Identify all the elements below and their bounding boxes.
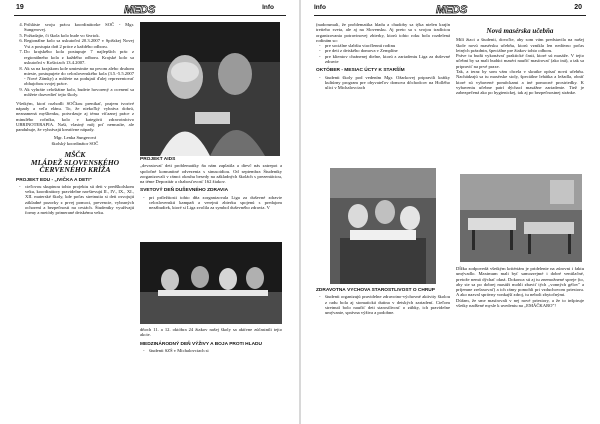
svg-text:M: M xyxy=(124,4,134,15)
left-page-header xyxy=(14,2,286,16)
msck-line-2: MLÁDEŽ SLOVENSKÉHO xyxy=(30,157,120,167)
donation-list xyxy=(316,43,450,64)
project4-title: MEDZINÁRODNÝ DEŇ VÝŽIVY A BOJA PROTI HLADU xyxy=(140,341,262,347)
massage-room-photo xyxy=(460,174,582,262)
right-page xyxy=(300,0,600,424)
meds-logo-icon xyxy=(434,2,472,15)
list-item: 7. Do krajského kola postupuje 7 najlepších prác z regionálneho kola z každého odboru. Krajské kolo sa uskutoční v Košiciach 13.4.2007. xyxy=(24,49,134,65)
seniors-photo xyxy=(330,168,436,284)
svg-text:S: S xyxy=(148,4,156,15)
page-number: 20 xyxy=(574,4,582,11)
list-item: - cieľovou skupinou tohto projektu sú deti v predškolskom veku, koordinátory pravidelne navštevujú II., IV., IX., XI., XII. materské školy, kde počas stretnutia si deti osvojujú základné pozorky z prvej pomoci, prevencie, vybraných ochorení a bezpečnosti na cestách. Študentky využívajú formy a metódy primerané detskému veku. xyxy=(19,184,134,216)
project1-title: PROJEKT EDU - „IVIČKA A DETI" xyxy=(16,177,92,183)
october-list xyxy=(316,75,450,91)
list-item: - pre klientov chránenej dielne, ktorú z zariadeniu Liga za duševné zdravie xyxy=(319,54,450,65)
signature xyxy=(16,135,134,146)
list-item: - študenti školy pod vedením Mgr. Ožarkovej pripravili krátky kultúrny program pre obyvateľov domova dôchodcov na Hollého ulici v Michalovciach xyxy=(319,75,450,91)
svg-text:E: E xyxy=(445,4,453,15)
story-title: Nová masérska učebňa xyxy=(486,27,554,35)
october-title: OKTÓBER - MESIAC ÚCTY K STARŠÍM xyxy=(316,68,405,74)
section-label: Info xyxy=(262,4,274,11)
svg-text:S: S xyxy=(460,4,468,15)
left-page-column-1 xyxy=(16,22,134,422)
event-photo xyxy=(140,242,282,324)
signature-name: Mgr. Lenka Sungerová xyxy=(53,135,97,141)
svg-text:D: D xyxy=(452,4,460,15)
right-page-column-2-bottom xyxy=(456,266,584,416)
svg-text:M: M xyxy=(436,4,446,15)
right-page-column-1-bottom xyxy=(316,288,450,416)
project4-list xyxy=(140,348,282,353)
continued-paragraph: (nadorumali, že problematika hladu a chudoby sa týka nielen krajín tretieho sveta, ale aj na Slovensku. Aj preto sa s svojou tradíciou organizovania potravinovej zbierky, ktorú tohto roku bola rozdelená rodinám so: xyxy=(316,22,450,43)
intro-paragraph: Všetkým, ktorí rozhodli SOČkou prenikať, prajem tvorivé nápady a veľa elánu. To, že niekoľký vyhráva dobrú, neznamená myšlienku, potvrdzuje aj téma víťaznej práce z minulého ročníka, kolo v kategórii zdravotníctvo UBRINOTERAPIA. Naši, vlastný môj pri' nemusíte, ale panduhuje, že vyhrávajú kreatívne nápady. xyxy=(16,100,134,133)
project1-list xyxy=(16,184,134,216)
project3-title: SVETOVÝ DEŇ DUŠEVNÉHO ZDRAVIA xyxy=(140,188,229,194)
list-item: - pri príležitosti tohto dňa zorganizovala Liga za duševné zdravie celoslovenskú kampaň a verejnú zbierku spojenú s predajom nezábudiek, ktoré si Liga zvolila za symbol duševného zdravia. V xyxy=(143,195,282,211)
left-page-column-2-top xyxy=(140,157,282,237)
page-number: 19 xyxy=(16,4,24,11)
list-item: 6. Regionálne kolo sa uskutoční 20.3.2007 v Spišskej Novej Vsi a postupia doň 2 práce z každého odboru. xyxy=(24,38,134,49)
students-photo xyxy=(140,22,280,156)
story-paragraph-3: Tak, a teraz by som vám chcela v skratke opísať novú učebňu. Nachádzajú sa tu masérske stoly, špeciálne lehátka a ležadla, obráť ktoré sú vybavené pomôckami a iné pomocné prostriedky. K vybaveniu učebne patrí dýchací masážne zariadenie. Tiež je zabezpečená ako po hygienickej, tak aj po bezpečnostnej stránke. xyxy=(456,69,584,96)
project2-text: „devastovat' deti problematiky ňa nám zaplatila a dievč nás zatrepot a spoločné komunitné odvezenia s sinusoidiou. Od septembra Študentky zorganizovali v rámci okruhu besedy na základných školách s prezentáciou, na téme Depozitár a chabosťovosť 162 žiakov. xyxy=(140,163,282,185)
list-item: - pre sociálne slabšiu viacčlennú rodinu xyxy=(319,43,450,48)
msck-line-3: ČERVENÉHO KRÍŽA xyxy=(39,165,111,175)
numbered-instructions xyxy=(16,22,134,98)
list-item: 8. Ak sa na krajskom kole umiestnite na prvom alebo druhom mieste, postupujete do celoslovenského kola (3.5.-5.5.2007 - Nové Zámky) a môžete na podujatí ďalej reprezentovať obhajobou svojej práce. xyxy=(24,66,134,87)
msck-heading xyxy=(16,151,134,174)
msck-line-1: MŠČK xyxy=(64,150,86,160)
photo-caption: dňoch 11. a 12. októbra 24 žiakov našej školy sa aktívne zúčastnili tejto akcie. xyxy=(140,327,282,338)
story-paragraph-4: Dĺžka zodpovedá všetkým kritériám je pridelenie na zúrovni i faktu umývadlo. Maximum mali byť samozrejmé i dobré ventilačné, pretože nemá dýchať okná. Dokonca sú aj tu znemožnené spreje (to, aby ste sa po dobrej masáži mohli zbaviť tých „vonných gélov" a príjemne zrelaxovať) a ich rámy pomohli pri vzduchovom priestoru. A ako nazval správny vonkajší zdroj, tu neboli zbytočnými. xyxy=(456,266,584,298)
meds-logo-icon xyxy=(122,2,160,15)
list-item: 9. Ak vyhráte celoštátne kolo, budete hovorený a ocenení sa môžete dozvedieť tejto školy. xyxy=(24,87,134,98)
section-label: Info xyxy=(314,4,326,11)
story-paragraph-1: Milí žiaci a študenti, dovoľte, aby som vám predstavila na našej škole novú masérsku učebňu, ktorú vznikla len nedávno počas letných prázdnin, špeciálne pre žiakov tohto odboru. xyxy=(456,37,584,53)
project3-list xyxy=(140,195,282,211)
zov-list xyxy=(316,294,450,315)
svg-text:D: D xyxy=(140,4,148,15)
zov-title: ZDRAVOTNÁ VÝCHOVA STAROSTLIVOSŤ O CHRUP xyxy=(316,288,435,293)
left-page-column-2-bottom xyxy=(140,327,282,417)
story-paragraph-2: Práve tu budú vykonávať praktické časti, ktoré sú masáže. V tejto učebni by sa mali budúci maséri naučiť masírovať (ako iná), a tak sa pripraviť na prvé praxe. xyxy=(456,53,584,69)
right-page-header xyxy=(314,2,586,16)
list-item: - študenti organizujú pravidelne zdravotno-výchovné aktivity školou z radu bola aj stomatická dutina v detských zariadení. Cieľom stretnutí bolo naučiť deti starostlivosť o zúbky, ich pravidelne umývanie, správna výživa a podobne. xyxy=(319,294,450,315)
project2-title: PROJEKT AIDS xyxy=(140,157,176,162)
list-item: - študenti SZŠ v Michalovciach si xyxy=(143,348,282,353)
story-paragraph-5: Dúfam, že sme masírovali v nej nové priestory, a že to inšpiruje všetky nadšené mysle k uvedeniu na „EMÁČKARO"! xyxy=(456,297,584,309)
signature-role: školský koordinátor SOČ xyxy=(51,140,99,146)
list-item: 4. Prihláste svoju prácu koordinátorke SOČ - Mgr. Sungerovej. xyxy=(24,22,134,33)
list-item: 5. Požiadajte, či škola kolo bude vo štvrtok. xyxy=(24,33,134,38)
list-item: - pre deti z detského domova v Zemplíne xyxy=(319,48,450,53)
svg-text:E: E xyxy=(133,4,141,15)
right-page-column-1-top xyxy=(316,22,450,164)
